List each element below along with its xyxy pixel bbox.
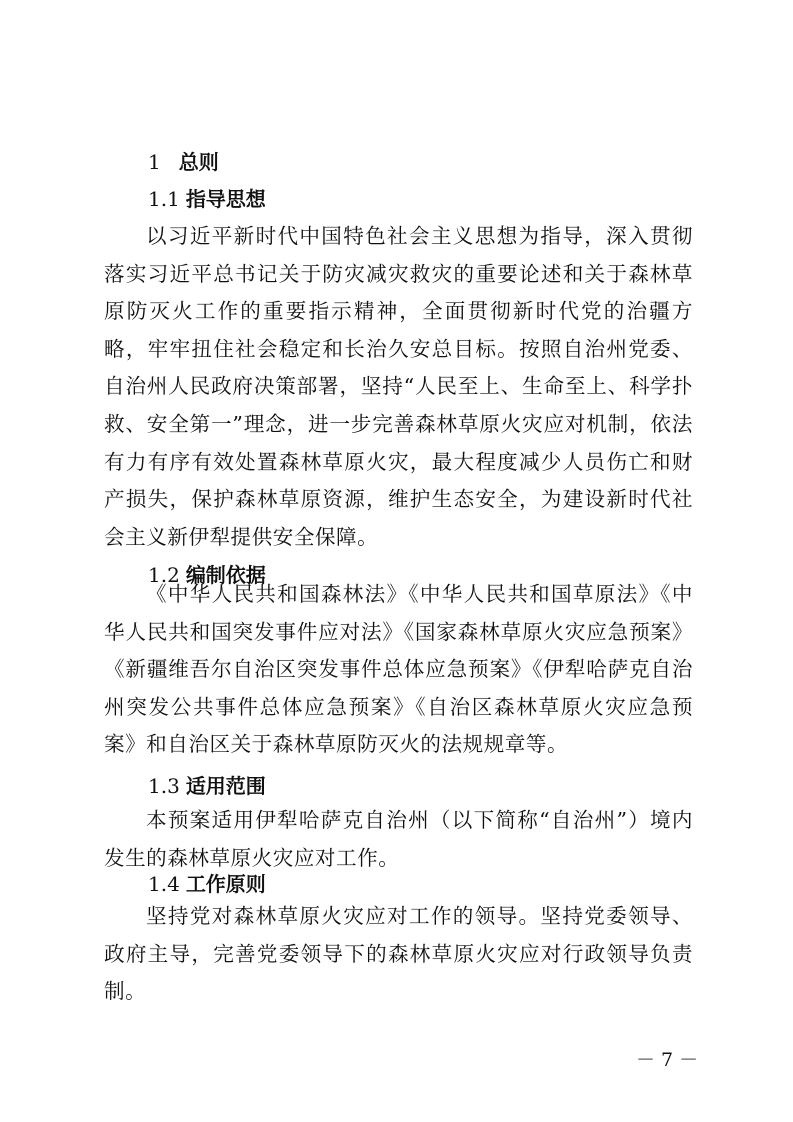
subsection-heading-1-4 [148,868,266,900]
page-number: － 7 － [636,1049,699,1071]
subsection-title: 适用范围 [185,774,266,798]
paragraph-scope: 本预案适用伊犁哈萨克自治州（以下简称“自治州”）境内发生的森林草原火灾应对工作。 [104,808,693,870]
section-number: 1 [148,150,161,174]
subsection-number: 1.1 [148,187,180,211]
subsection-heading-1-3 [148,770,266,802]
section-title: 总则 [178,150,219,174]
subsection-number: 1.2 [148,563,180,587]
subsection-heading-1-1 [148,183,266,215]
subsection-title: 指导思想 [185,187,266,211]
paragraph-working-principles: 坚持党对森林草原火灾应对工作的领导。坚持党委领导、政府主导，完善党委领导下的森林草原火灾应对行政领导负责制。 [104,904,693,1004]
paragraph-compilation-basis: 《中华人民共和国森林法》《中华人民共和国草原法》《中华人民共和国突发事件应对法》《国家森林草原火灾应急预案》《新疆维吾尔自治区突发事件总体应急预案》《伊犁哈萨克自治州突发公共事件总体应急预案》《自治区森林草原火灾应急预案》和自治区关于森林草原防灭火的法规规章等。 [104,582,693,757]
subsection-title: 工作原则 [185,872,266,896]
section-heading [148,146,219,178]
paragraph-guiding-ideology: 以习近平新时代中国特色社会主义思想为指导，深入贯彻落实习近平总书记关于防灾减灾救灾的重要论述和关于森林草原防灭火工作的重要指示精神，全面贯彻新时代党的治疆方略，牢牢扭住社会稳定和长治久安总目标。按照自治州党委、自治州人民政府决策部署，坚持“人民至上、生命至上、科学扑救、安全第一”理念，进一步完善森林草原火灾应对机制，依法有力有序有效处置森林草原火灾，最大程度减少人员伤亡和财产损失，保护森林草原资源，维护生态安全，为建设新时代社会主义新伊犁提供安全保障。 [104,224,693,549]
subsection-title: 编制依据 [185,563,266,587]
subsection-number: 1.3 [148,774,180,798]
subsection-number: 1.4 [148,872,180,896]
